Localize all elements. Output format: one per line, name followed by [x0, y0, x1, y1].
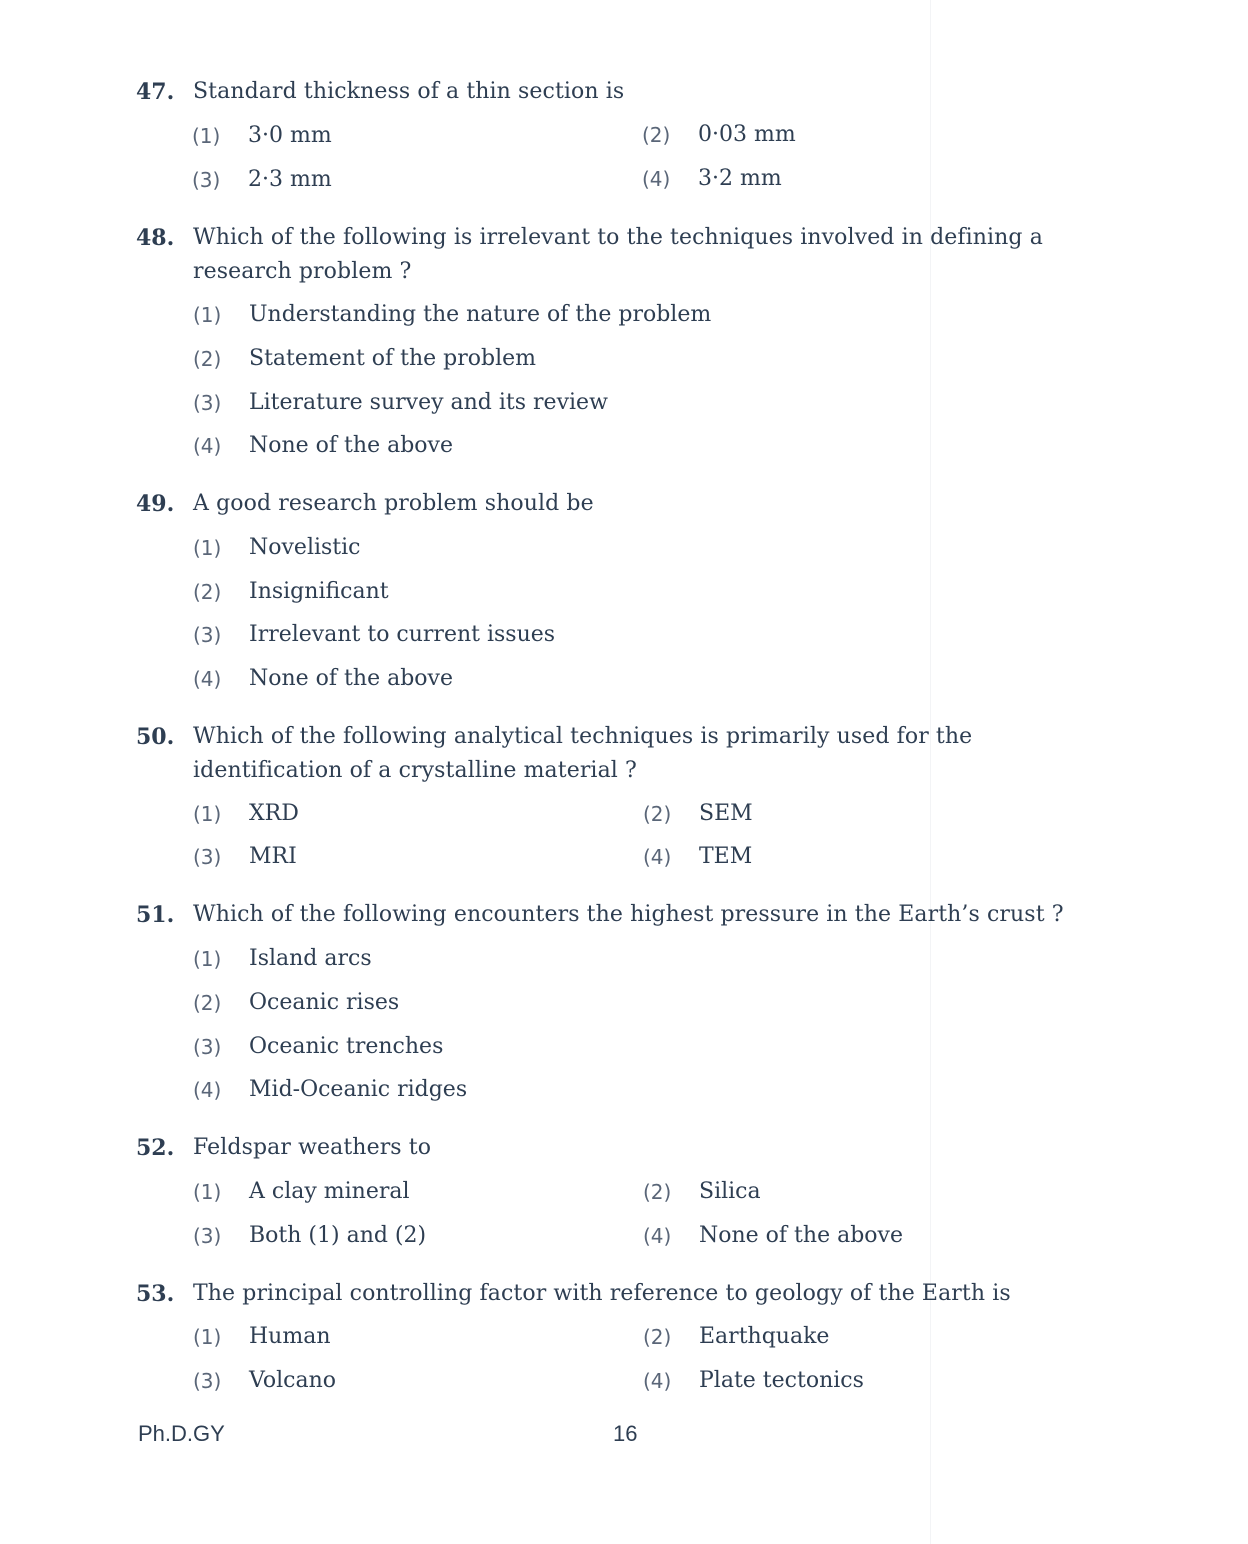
option-text: Silica [699, 1179, 761, 1204]
question-text: The principal controlling factor with reference to geology of the Earth is [193, 1281, 1011, 1306]
option-number: (1) [193, 802, 222, 826]
option-number: (2) [643, 802, 672, 826]
option-text: Mid-Oceanic ridges [249, 1077, 468, 1102]
option-number: (4) [643, 845, 672, 869]
option-number: (2) [642, 123, 671, 147]
option-number: (2) [643, 1325, 672, 1349]
option-number: (4) [193, 667, 222, 691]
option-number: (3) [193, 1369, 222, 1393]
option-text: MRI [249, 844, 297, 869]
option-text: None of the above [249, 433, 453, 458]
question-number: 48. [136, 225, 175, 251]
question-text: Which of the following analytical techniques is primarily used for the identification of a crystalline material ? [193, 724, 973, 783]
question-50 [0, 720, 1248, 869]
option-number: (1) [192, 124, 221, 148]
option-text: Irrelevant to current issues [249, 622, 556, 647]
option-number: (4) [642, 167, 671, 191]
question-49 [0, 487, 1248, 691]
option-number: (3) [193, 1035, 222, 1059]
option-text: Island arcs [249, 946, 372, 971]
option-number: (4) [643, 1369, 672, 1393]
option-text: Statement of the problem [249, 346, 537, 371]
question-51 [0, 898, 1248, 1102]
option-number: (2) [193, 580, 222, 604]
question-number: 53. [136, 1281, 175, 1307]
option-number: (1) [193, 536, 222, 560]
question-number: 50. [136, 724, 175, 750]
option-number: (2) [193, 347, 222, 371]
option-text: XRD [249, 801, 299, 826]
question-number: 51. [136, 902, 175, 928]
option-text: 3·0 mm [248, 123, 332, 148]
option-text: 0·03 mm [698, 122, 796, 147]
option-number: (3) [193, 1224, 222, 1248]
option-number: (3) [193, 623, 222, 647]
option-text: Human [249, 1324, 331, 1349]
option-number: (1) [193, 303, 222, 327]
question-number: 52. [136, 1135, 175, 1161]
option-text: Volcano [249, 1368, 337, 1393]
option-text: Both (1) and (2) [249, 1223, 427, 1248]
option-text: Earthquake [699, 1324, 830, 1349]
option-number: (3) [192, 168, 221, 192]
question-53 [0, 1277, 1248, 1393]
option-text: TEM [699, 844, 753, 869]
option-text: Oceanic trenches [249, 1034, 444, 1059]
option-text: 2·3 mm [248, 167, 332, 192]
option-number: (1) [193, 1180, 222, 1204]
option-text: None of the above [249, 666, 453, 691]
question-text: Feldspar weathers to [193, 1135, 432, 1160]
option-text: 3·2 mm [698, 166, 782, 191]
question-48 [0, 221, 1248, 458]
option-number: (3) [193, 845, 222, 869]
option-number: (1) [193, 1325, 222, 1349]
option-number: (1) [193, 947, 222, 971]
option-number: (3) [193, 391, 222, 415]
footer-paper-code: Ph.D.GY [138, 1421, 225, 1446]
option-number: (4) [193, 1078, 222, 1102]
question-52 [0, 1131, 1248, 1248]
question-number: 47. [136, 79, 175, 105]
question-text: Which of the following is irrelevant to the techniques involved in defining a research problem ? [193, 225, 1043, 284]
option-text: None of the above [699, 1223, 903, 1248]
question-text: A good research problem should be [193, 491, 594, 516]
option-number: (2) [193, 991, 222, 1015]
question-number: 49. [136, 491, 175, 517]
option-number: (2) [643, 1180, 672, 1204]
option-text: Understanding the nature of the problem [249, 302, 712, 327]
option-number: (4) [643, 1224, 672, 1248]
option-number: (4) [193, 434, 222, 458]
option-text: Plate tectonics [699, 1368, 864, 1393]
question-text: Standard thickness of a thin section is [193, 79, 625, 104]
option-text: Novelistic [249, 535, 361, 560]
option-text: Literature survey and its review [249, 390, 608, 415]
option-text: Insignificant [249, 579, 389, 604]
option-text: Oceanic rises [249, 990, 400, 1015]
question-47 [0, 75, 1248, 192]
option-text: SEM [699, 801, 753, 826]
option-text: A clay mineral [249, 1179, 410, 1204]
footer-page-number: 16 [613, 1421, 638, 1446]
question-text: Which of the following encounters the highest pressure in the Earth’s crust ? [193, 902, 1064, 927]
